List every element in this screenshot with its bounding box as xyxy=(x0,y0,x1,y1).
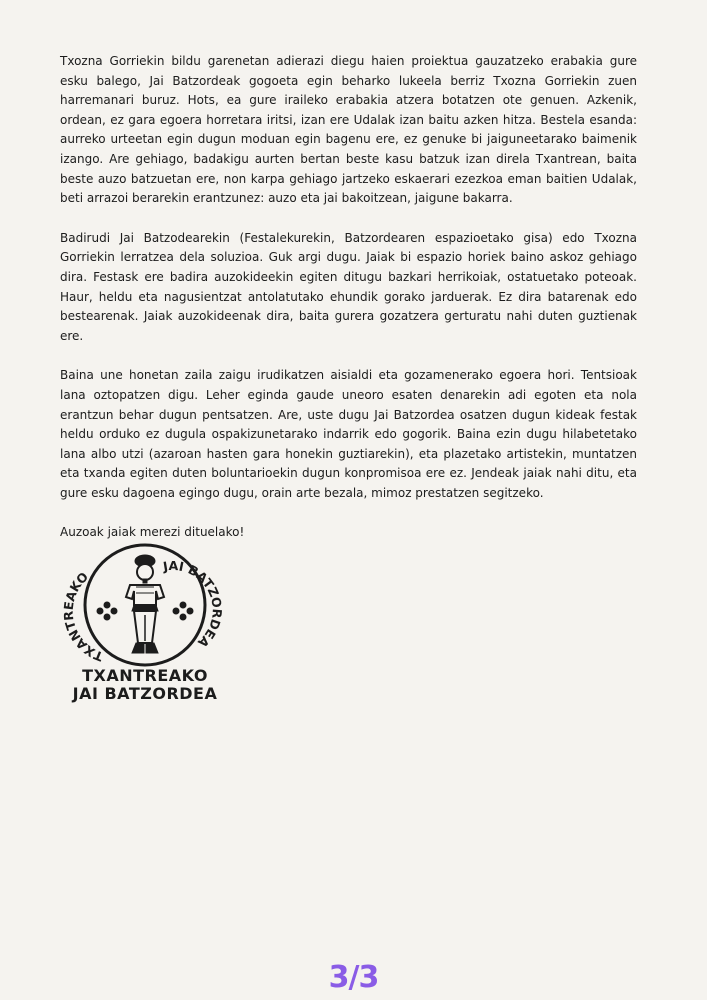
logo-wordmark-line2: JAI BATZORDEA xyxy=(72,684,218,703)
jai-batzordea-logo xyxy=(60,535,230,705)
lauburu-left-icon xyxy=(97,602,118,621)
lauburu-right-icon xyxy=(173,602,194,621)
logo-wordmark-line1: TXANTREAKO xyxy=(82,666,208,685)
paragraph-2: Badirudi Jai Batzodearekin (Festalekurekin, Batzordearen espazioetako gisa) edo Txozna Gorriekin lerratzea dela soluzioa. Guk argi dugu. Jaiak bi espazio horiek baino askoz gehiago dira. Festask ere badira auzokideekin egiten ditugu bazkari herrikoiak, ostatuetako poteoak. Haur, heldu eta nagusientzat antolatutako ehundik gorako jarduerak. Ez dira batarenak edo bestearenak. Jaiak auzokideenak dira, baita gurera gozatzera gerturatu nahi duten guztienak ere. xyxy=(60,230,637,343)
logo-ring-text-right: JAI BATZORDEA xyxy=(162,557,225,651)
paragraph-3: Baina une honetan zaila zaigu irudikatzen aisialdi eta gozamenerako egoera hori. Tentsioak lana oztopatzen digu. Leher eginda gaude uneoro esaten denarekin adi egoten eta nola erantzun behar dugun pentsatzen. Are, uste dugu Jai Batzordea osatzen dugun kideak festak heldu orduko ez dugula ospakizunetarako indarrik edo gogorik. Baina ezin dugu hilabetetako lana albo utzi (azaroan hasten gara honekin guztiarekin), eta plazetako artistekin, muntatzen eta txanda egiten duten boluntarioekin dugun konpromisoa ere ez. Jendeak jaiak nahi ditu, eta gure esku dagoena egingo dugu, orain arte bezala, mimoz prestatzen segitzeko. xyxy=(60,368,637,500)
dancer-figure-icon xyxy=(126,555,164,653)
page-number: 3/3 xyxy=(328,960,379,995)
paragraph-1: Txozna Gorriekin bildu garenetan adierazi diegu haien proiektua gauzatzeko erabakia gure esku balego, Jai Batzordeak gogoeta egin beharko lukeela berriz Txozna Gorriekin zuen harremanari buruz. Hots, ea gure iraileko erabakia atzera botatzen ote genuen. Azkenik, ordean, ez gara egoera horretara iritsi, izan ere Udalak izan baitu azken hitza. Bestela esanda: aurreko urteetan egin dugun moduan egin bagenu ere, ez genuke bi jaiguneetarako baimenik izango. Are gehiago, badakigu aurten bertan beste kasu batzuk izan direla Txantrean, baita beste auzo batzuetan ere, non karpa gehiago jartzeko eskaerari ezezkoa eman baitien Udalak, beti arrazoi berarekin erantzunez: auzo eta jai bakoitzean, jaigune bakarra. xyxy=(60,54,637,206)
closing-line: Auzoak jaiak merezi dituelako! xyxy=(60,525,245,540)
logo-graphic xyxy=(60,535,230,705)
document-body xyxy=(60,52,637,543)
logo-ring-text-left: TXANTREAKO xyxy=(60,568,106,665)
